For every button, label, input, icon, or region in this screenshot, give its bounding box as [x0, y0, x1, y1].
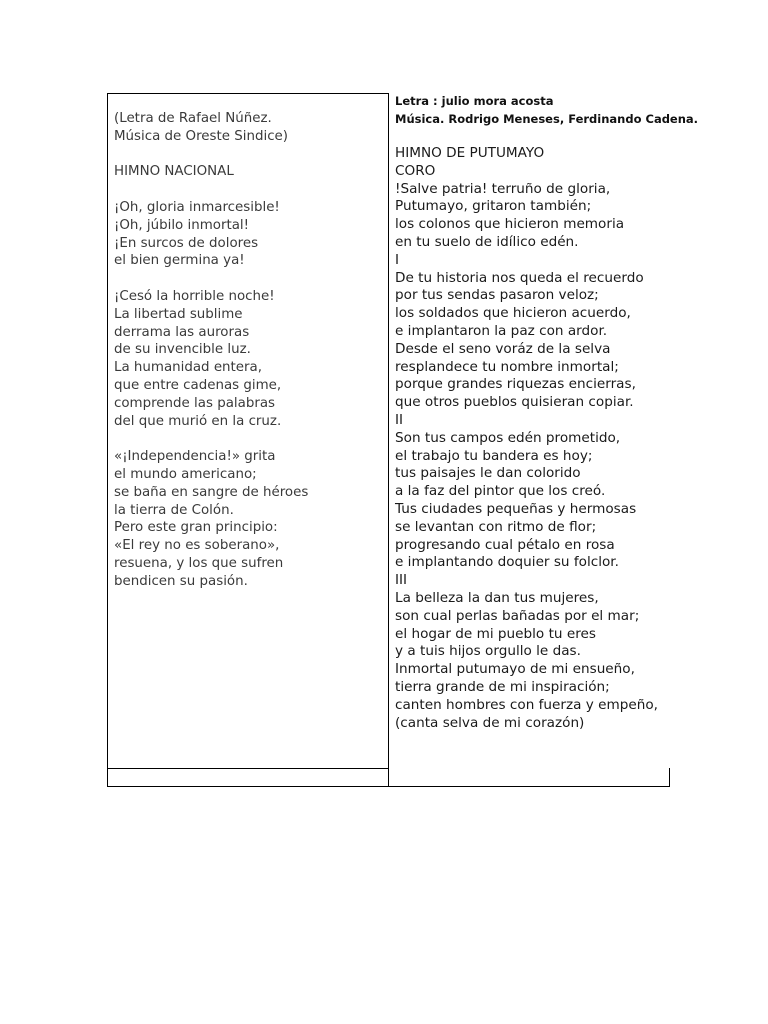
verse-line: derrama las auroras	[114, 324, 250, 340]
nacional-music-credit: Música de Oreste Sindice)	[114, 128, 289, 144]
verse-line: a la faz del pintor que los creó.	[395, 483, 606, 500]
putumayo-music-credit: Música. Rodrigo Meneses, Ferdinando Cadena.	[395, 111, 699, 126]
putumayo-lyrics-credit: Letra : julio mora acosta	[395, 94, 554, 108]
verse-line: por tus sendas pasaron veloz;	[395, 287, 599, 304]
nacional-lyrics-credit: (Letra de Rafael Núñez.	[114, 111, 272, 126]
table-top-border	[107, 93, 389, 94]
verse-line: e implantando doquier su folclor.	[395, 554, 619, 571]
verse-line: e implantaron la paz con ardor.	[395, 322, 608, 339]
nacional-title: HIMNO NACIONAL	[114, 164, 234, 180]
verse-line: progresando cual pétalo en rosa	[395, 536, 615, 553]
verse-line: los colonos que hicieron memoria	[395, 216, 625, 233]
verse-line: porque grandes riquezas encierras,	[395, 376, 636, 393]
verse-line: tierra grande de mi inspiración;	[395, 678, 610, 695]
verse-line: La libertad sublime	[114, 306, 243, 322]
verse-line: (canta selva de mi corazón)	[395, 714, 585, 731]
verse-line: !Salve patria! terruño de gloria,	[395, 180, 611, 197]
verse-line: De tu historia nos queda el recuerdo	[395, 269, 644, 286]
verse-line: los soldados que hicieron acuerdo,	[395, 305, 631, 322]
verse-line: ¡Oh, júbilo inmortal!	[114, 217, 249, 233]
verse-line: son cual perlas bañadas por el mar;	[395, 607, 640, 624]
verse-line: resplandece tu nombre inmortal;	[395, 358, 619, 375]
verse-line: «¡Independencia!» grita	[114, 449, 276, 465]
verse-line: canten hombres con fuerza y empeño,	[395, 696, 658, 713]
verse-line: ¡En surcos de dolores	[114, 235, 259, 251]
verse-line: ¡Oh, gloria inmarcesible!	[114, 199, 280, 215]
verse-line: tus paisajes le dan colorido	[395, 465, 581, 482]
nacional-stanza-2	[114, 288, 308, 430]
verse-line: La belleza la dan tus mujeres,	[395, 589, 599, 606]
verse-line: resuena, y los que sufren	[114, 555, 284, 571]
verse-line: que otros pueblos quisieran copiar.	[395, 394, 634, 411]
verse-line: se levantan con ritmo de flor;	[395, 518, 597, 535]
putumayo-credits	[395, 93, 698, 128]
verse-line: Putumayo, gritaron también;	[395, 198, 592, 215]
verse-line: en tu suelo de idílico edén.	[395, 233, 579, 250]
table-right-border	[669, 768, 670, 787]
verse-line: la tierra de Colón.	[114, 502, 234, 518]
verse-line: II	[395, 411, 404, 428]
verse-line: Tus ciudades pequeñas y hermosas	[395, 500, 637, 517]
himno-putumayo-column	[395, 145, 658, 732]
verse-line: I	[395, 251, 400, 268]
putumayo-title: HIMNO DE PUTUMAYO	[395, 145, 545, 161]
verse-line: comprende las palabras	[114, 395, 276, 411]
table-row-divider	[107, 768, 389, 769]
verse-line: Son tus campos edén prometido,	[395, 429, 621, 446]
verse-line: La humanidad entera,	[114, 360, 262, 376]
verse-line: bendicen su pasión.	[114, 573, 248, 589]
table-column-divider	[388, 93, 389, 787]
nacional-stanza-1	[114, 199, 308, 270]
himno-nacional-column	[114, 110, 308, 591]
verse-line: Inmortal putumayo de mi ensueño,	[395, 661, 635, 678]
nacional-stanza-3	[114, 448, 308, 590]
verse-line: se baña en sangre de héroes	[114, 484, 309, 500]
verse-line: III	[395, 572, 408, 589]
verse-line: el mundo americano;	[114, 466, 257, 482]
table-left-border	[107, 93, 108, 787]
verse-line: el bien germina ya!	[114, 253, 245, 269]
table-bottom-border	[107, 786, 670, 787]
verse-line: el hogar de mi pueblo tu eres	[395, 625, 596, 642]
verse-line: Desde el seno voráz de la selva	[395, 340, 611, 357]
verse-line: que entre cadenas gime,	[114, 377, 282, 393]
verse-line: CORO	[395, 162, 436, 179]
verse-line: «El rey no es soberano»,	[114, 538, 280, 554]
verse-line: y a tuis hijos orgullo le das.	[395, 643, 581, 660]
verse-line: del que murió en la cruz.	[114, 413, 282, 429]
verse-line: Pero este gran principio:	[114, 520, 278, 536]
verse-line: ¡Cesó la horrible noche!	[114, 288, 275, 304]
verse-line: de su invencible luz.	[114, 342, 251, 358]
putumayo-lines	[395, 163, 658, 733]
verse-line: el trabajo tu bandera es hoy;	[395, 447, 593, 464]
